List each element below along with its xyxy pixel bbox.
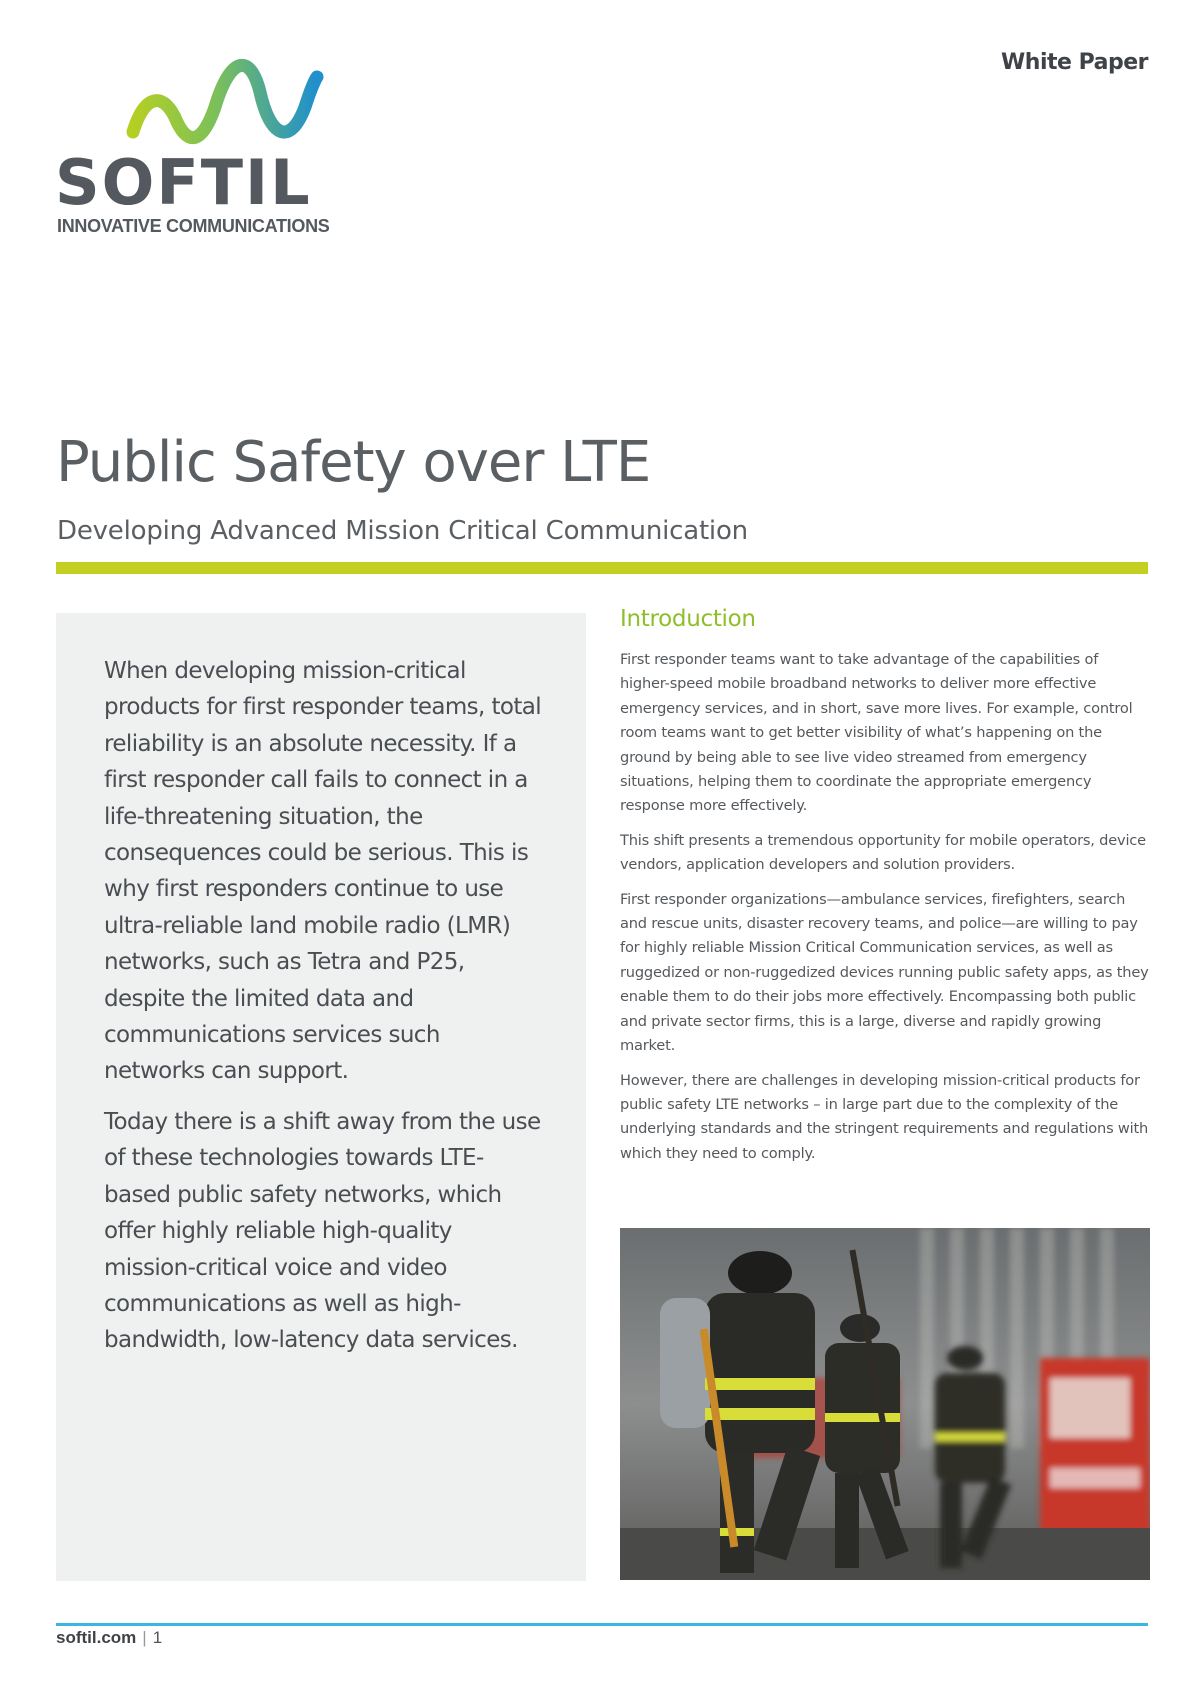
introduction-paragraph: First responder teams want to take advantage of the capabilities of higher-speed mobile broadband networks to deliver more effective emergency services, and in short, save more lives. For example, control room teams want to get better visibility of what’s happening on the ground by being able to see live video streamed from emergency situations, helping them to coordinate the appropriate emergency response more effectively. (620, 651, 1133, 815)
introduction-paragraph: However, there are challenges in developing mission-critical products for public safety LTE networks – in large part due to the complexity of the underlying standards and the stringent requirements and regulations with which they need to comply. (620, 1071, 1149, 1162)
introduction-heading: Introduction (620, 606, 756, 632)
introduction-paragraph: This shift presents a tremendous opportunity for mobile operators, device vendors, application developers and solution providers. (620, 831, 1146, 874)
footer (56, 1628, 162, 1648)
callout-paragraph: When developing mission-critical products for first responder teams, total reliability is an absolute necessity. If a first responder call fails to connect in a life-threatening situation, the consequences could be serious. This is why first responders continue to use ultra-reliable land mobile radio (LMR) networks, such as Tetra and P25, despite the limited data and communications services such networks can support. (104, 658, 542, 1085)
callout-panel (56, 613, 586, 1581)
footer-separator: | (142, 1628, 147, 1647)
footer-site-link[interactable]: softil.com (56, 1628, 137, 1647)
brand-tagline: INNOVATIVE COMMUNICATIONS (57, 216, 330, 236)
softil-logo (55, 52, 355, 242)
document-type-label: White Paper (1001, 50, 1148, 75)
introduction-paragraph: First responder organizations—ambulance services, firefighters, search and rescue units, disaster recovery teams, and police—are willing to pay for highly reliable Mission Critical Communication services, as well as ruggedized or non-ruggedized devices running public safety apps, as they enable them to do their jobs more effectively. Encompassing both public and private sector firms, this is a large, diverse and rapidly growing market. (620, 890, 1149, 1055)
brand-wordmark: SOFTIL (55, 146, 312, 219)
page-title: Public Safety over LTE (56, 430, 651, 495)
wave-logo-icon (55, 52, 355, 152)
callout-paragraph: Today there is a shift away from the use of these technologies towards LTE-based public safety networks, which offer highly reliable high-quality mission-critical voice and video communications as well as high-bandwidth, low-latency data services. (104, 1108, 541, 1354)
footer-divider (56, 1623, 1148, 1626)
firefighters-photo (620, 1228, 1150, 1580)
title-divider (56, 562, 1148, 574)
page-subtitle: Developing Advanced Mission Critical Communication (57, 516, 748, 546)
page-number: 1 (152, 1628, 163, 1647)
introduction-section (620, 606, 1150, 1176)
